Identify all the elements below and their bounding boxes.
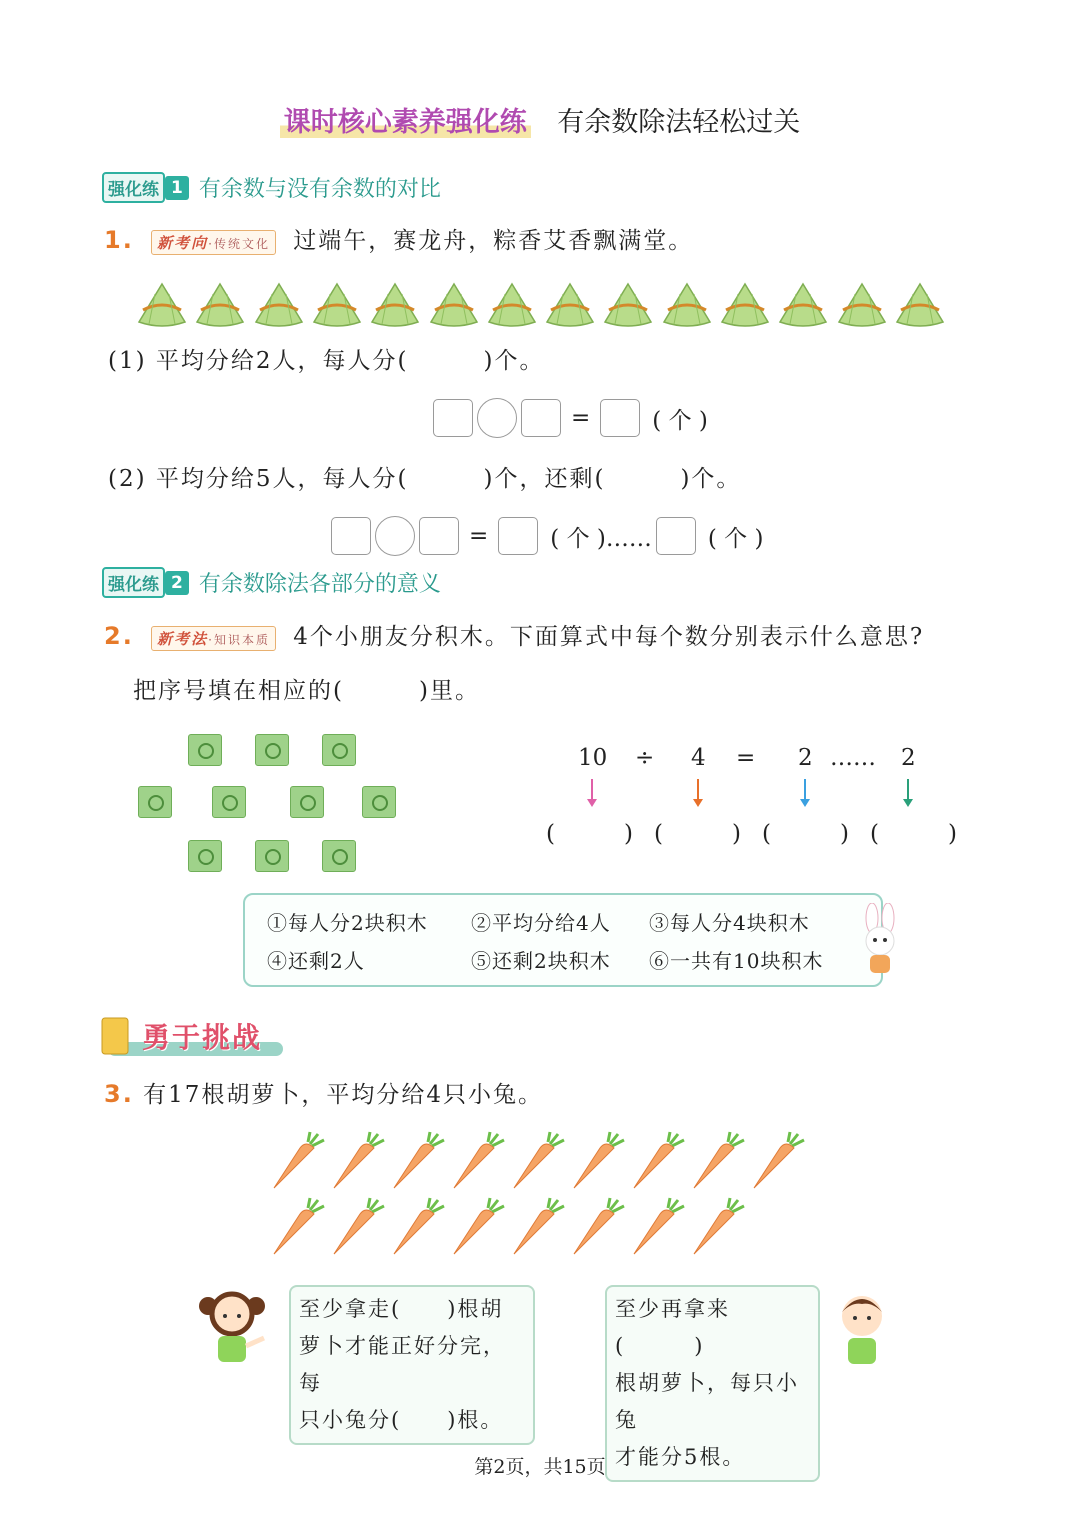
section-header-2 [102, 567, 441, 598]
boy-avatar [830, 1288, 895, 1368]
section-number: 1 [165, 176, 189, 200]
page-title [0, 100, 1080, 139]
zongzi-icon [310, 280, 364, 330]
block-icon [362, 786, 396, 818]
question-text: 4个小朋友分积木。下面算式中每个数分别表示什么意思? [293, 624, 925, 650]
section-title: 有余数与没有余数的对比 [198, 177, 441, 202]
question-text: 过端午，赛龙舟，粽香艾香飘满堂。 [293, 228, 694, 254]
rabbit-icon [850, 903, 910, 978]
block-icon [138, 786, 172, 818]
option-item: ①每人分2块积木 [267, 911, 428, 935]
unit-label: ( 个 ) [652, 407, 708, 434]
q1-part1: (1) 平均分给2人，每人分( )个。 [108, 348, 545, 374]
block-icon [290, 786, 324, 818]
remainder: 2 [901, 745, 916, 771]
answer-blank[interactable]: ( ) [762, 821, 849, 847]
carrot-icon [390, 1196, 446, 1258]
divisor: 4 [691, 745, 706, 771]
carrot-icon [750, 1130, 806, 1192]
zongzi-icon [718, 280, 772, 330]
zongzi-row [135, 280, 955, 330]
divide-sign: ÷ [635, 745, 655, 771]
carrot-icon [690, 1130, 746, 1192]
blocks-illustration [130, 730, 410, 875]
zongzi-icon [252, 280, 306, 330]
option-item: ⑤还剩2块积木 [471, 949, 611, 973]
section-header-1 [102, 172, 441, 203]
question-2 [104, 618, 924, 651]
option-item: ④还剩2人 [267, 949, 365, 973]
question-number: 1. [104, 226, 134, 254]
operator-circle[interactable] [477, 398, 517, 438]
carrot-icon [690, 1196, 746, 1258]
zongzi-icon [543, 280, 597, 330]
ellipsis: …… [830, 745, 876, 771]
quotient: 2 [798, 745, 813, 771]
answer-box[interactable] [331, 517, 371, 555]
q1-part2: (2) 平均分给5人，每人分( )个，还剩( )个。 [108, 466, 742, 492]
carrots-illustration [270, 1130, 830, 1265]
badge-sub: ·传统文化 [208, 236, 270, 251]
bubble-line: 萝卜才能正好分完，每 [299, 1334, 506, 1395]
carrot-icon [570, 1130, 626, 1192]
zongzi-icon [193, 280, 247, 330]
question-badge [151, 626, 276, 651]
question-text: 有17根胡萝卜，平均分给4只小兔。 [143, 1082, 544, 1108]
zongzi-icon [427, 280, 481, 330]
equals-sign: = [736, 745, 756, 771]
block-icon [255, 840, 289, 872]
zongzi-icon [835, 280, 889, 330]
section-tag: 强化练 [102, 567, 165, 598]
answer-box[interactable] [656, 517, 696, 555]
zongzi-icon [368, 280, 422, 330]
carrot-icon [510, 1196, 566, 1258]
carrot-icon [270, 1130, 326, 1192]
girl-avatar [196, 1286, 271, 1366]
carrot-icon [450, 1196, 506, 1258]
question-number: 3. [104, 1080, 134, 1108]
question-1 [104, 222, 693, 255]
carrot-icon [630, 1130, 686, 1192]
block-icon [188, 840, 222, 872]
dividend: 10 [578, 745, 608, 771]
page-footer: 第2页，共15页 [474, 1456, 606, 1478]
answer-blank[interactable]: ( ) [654, 821, 741, 847]
arrows [540, 775, 980, 810]
question-number: 2. [104, 622, 134, 650]
answer-box[interactable] [433, 399, 473, 437]
block-icon [188, 734, 222, 766]
bubble-line: 至少拿走( )根胡 [299, 1297, 504, 1321]
equation-2 [331, 516, 763, 556]
bubble-line: 至少再拿来( ) [615, 1297, 730, 1358]
title-secondary: 有余数除法轻松过关 [557, 107, 801, 138]
answer-box[interactable] [600, 399, 640, 437]
bubble-line: 只小兔分( )根。 [299, 1408, 504, 1432]
bubble-line: 才能分5根。 [615, 1445, 746, 1469]
answer-box[interactable] [498, 517, 538, 555]
zongzi-icon [776, 280, 830, 330]
equals-sign: = [571, 405, 591, 431]
answer-box[interactable] [521, 399, 561, 437]
zongzi-icon [601, 280, 655, 330]
unit-label: ( 个 )…… [550, 525, 652, 552]
equals-sign: = [469, 523, 489, 549]
option-item: ⑥一共有10块积木 [649, 949, 824, 973]
carrot-icon [390, 1130, 446, 1192]
block-icon [255, 734, 289, 766]
zongzi-icon [893, 280, 947, 330]
section-number: 2 [165, 571, 189, 595]
block-icon [322, 734, 356, 766]
question-3 [104, 1076, 543, 1109]
carrot-icon [510, 1130, 566, 1192]
title-primary: 课时核心素养强化练 [280, 107, 531, 138]
carrot-icon [450, 1130, 506, 1192]
answer-blank[interactable]: ( ) [546, 821, 633, 847]
section-title: 有余数除法各部分的意义 [198, 572, 441, 597]
challenge-title: 勇于挑战 [142, 1021, 263, 1054]
answer-blank[interactable]: ( ) [870, 821, 957, 847]
answer-box[interactable] [419, 517, 459, 555]
question-badge [151, 230, 276, 255]
zongzi-icon [135, 280, 189, 330]
option-item: ②平均分给4人 [471, 911, 611, 935]
operator-circle[interactable] [375, 516, 415, 556]
bubble-line: 根胡萝卜，每只小兔 [615, 1371, 799, 1432]
question-2-instruction: 把序号填在相应的( )里。 [133, 678, 480, 704]
zongzi-icon [660, 280, 714, 330]
carrot-icon [330, 1130, 386, 1192]
option-item: ③每人分4块积木 [649, 911, 810, 935]
carrot-icon [570, 1196, 626, 1258]
block-icon [212, 786, 246, 818]
division-equation [540, 745, 980, 855]
badge-main: 新考向 [157, 233, 209, 252]
carrot-icon [630, 1196, 686, 1258]
equation-1 [433, 398, 708, 438]
speech-bubble-left [289, 1285, 535, 1445]
options-box [243, 893, 883, 987]
carrot-icon [330, 1196, 386, 1258]
challenge-header [100, 1012, 290, 1066]
zongzi-icon [485, 280, 539, 330]
section-tag: 强化练 [102, 172, 165, 203]
unit-label: ( 个 ) [707, 525, 764, 552]
badge-main: 新考法 [157, 629, 209, 648]
block-icon [322, 840, 356, 872]
badge-sub: ·知识本质 [208, 632, 270, 647]
carrot-icon [270, 1196, 326, 1258]
